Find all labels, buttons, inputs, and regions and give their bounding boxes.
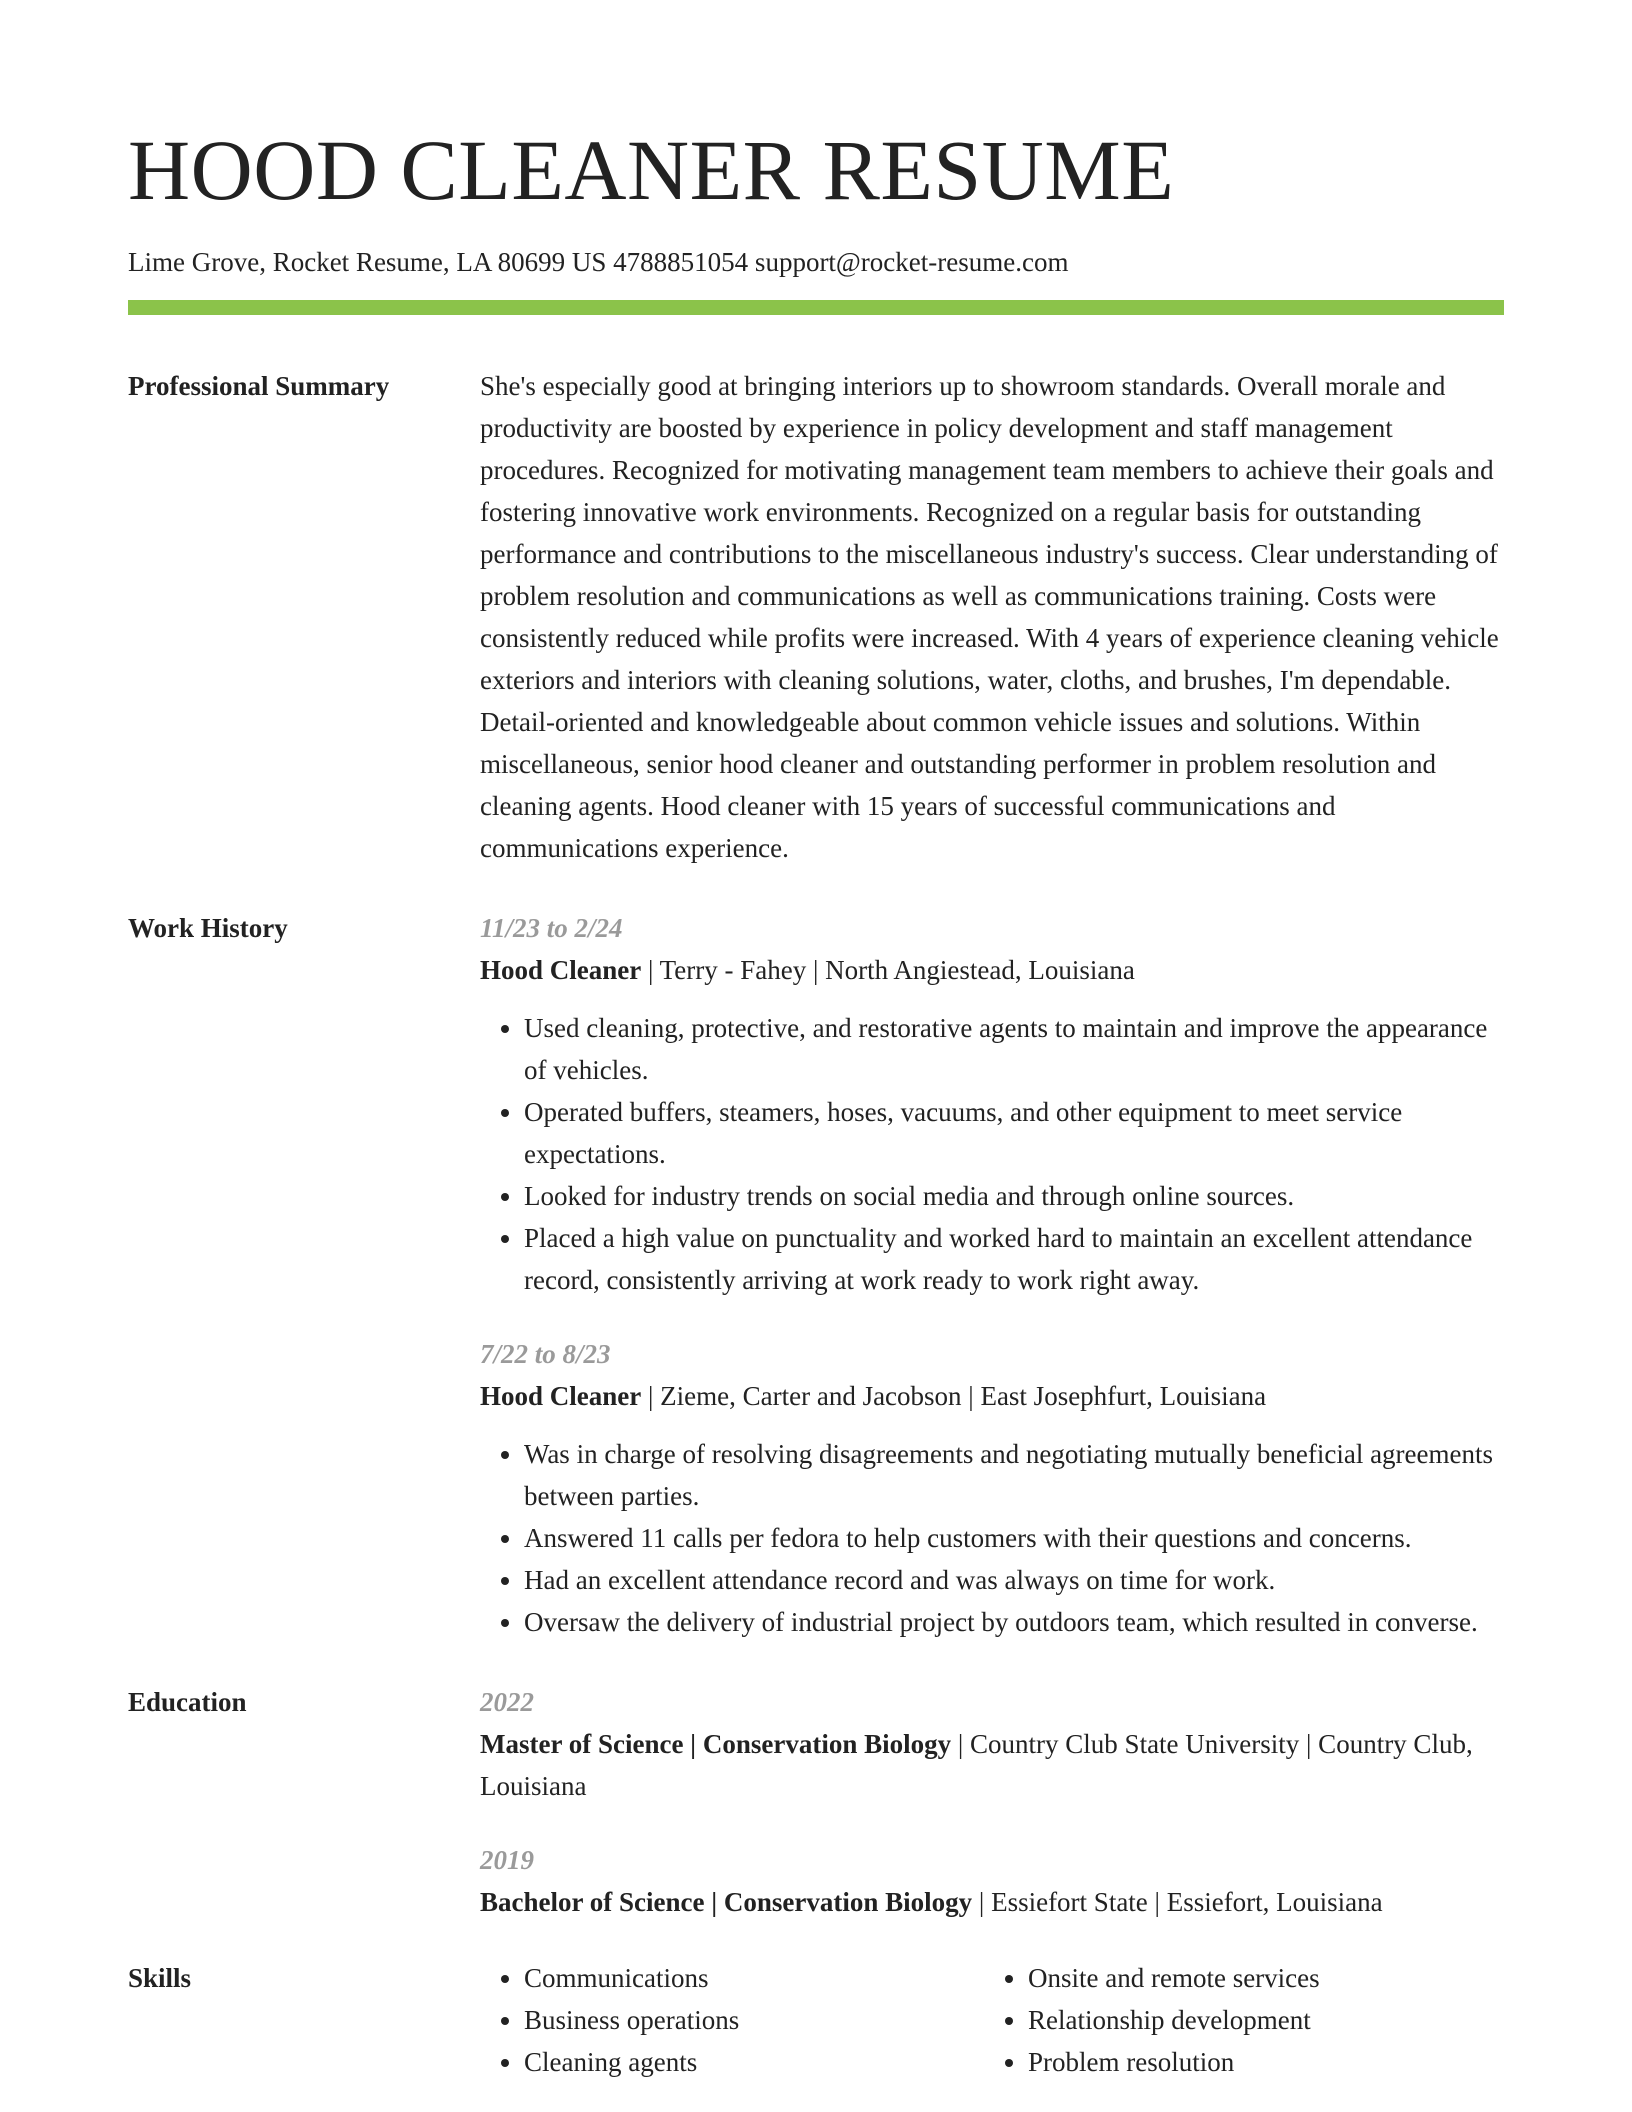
resume-page bbox=[128, 0, 1504, 2083]
skills-column-2 bbox=[984, 1957, 1488, 2083]
education-year: 2019 bbox=[480, 1845, 534, 1875]
education-entry bbox=[480, 1839, 1504, 1923]
job-role-line bbox=[480, 949, 1504, 991]
education-year: 2022 bbox=[480, 1687, 534, 1717]
job-bullets bbox=[480, 1007, 1504, 1301]
job-bullet: • Placed a high value on punctuality and worked hard to maintain an excellent attendance record, consistently arriving at work ready to work right away. bbox=[524, 1217, 1504, 1301]
job-bullet: • Answered 11 calls per fedora to help customers with their questions and concerns. bbox=[524, 1517, 1504, 1559]
education-details: | Country Club State University | Country Club, Louisiana bbox=[480, 1729, 1473, 1801]
skill-item: • Problem resolution bbox=[1028, 2041, 1488, 2083]
summary-section bbox=[128, 365, 1504, 869]
job-bullet: • Operated buffers, steamers, hoses, vacuums, and other equipment to meet service expectations. bbox=[524, 1091, 1504, 1175]
education-section bbox=[128, 1681, 1504, 1923]
skill-item: • Cleaning agents bbox=[524, 2041, 984, 2083]
section-label-education: Education bbox=[128, 1687, 247, 1717]
summary-text: She's especially good at bringing interiors up to showroom standards. Overall morale and productivity are boosted by experience in policy development and staff management procedures. Recognized for motivating management team members to achieve their goals and fostering innovative work environments. Recognized on a regular basis for outstanding performance and contributions to the miscellaneous industry's success. Clear understanding of problem resolution and communications as well as communications training. Costs were consistently reduced while profits were increased. With 4 years of experience cleaning vehicle exteriors and interiors with cleaning solutions, water, cloths, and brushes, I'm dependable. Detail-oriented and knowledgeable about common vehicle issues and solutions. Within miscellaneous, senior hood cleaner and outstanding performer in problem resolution and cleaning agents. Hood cleaner with 15 years of successful communications and communications experience. bbox=[480, 371, 1499, 863]
work-history-section bbox=[128, 907, 1504, 1643]
contact-line: Lime Grove, Rocket Resume, LA 80699 US 4788851054 support@rocket-resume.com bbox=[128, 247, 1069, 277]
education-details: | Essiefort State | Essiefort, Louisiana bbox=[972, 1887, 1383, 1917]
skills-section bbox=[128, 1957, 1504, 2083]
section-label-summary: Professional Summary bbox=[128, 371, 390, 401]
education-degree: Master of Science | Conservation Biology bbox=[480, 1729, 952, 1759]
skill-item: • Relationship development bbox=[1028, 1999, 1488, 2041]
job-details: | Terry - Fahey | North Angiestead, Louisiana bbox=[641, 955, 1135, 985]
skill-item: • Onsite and remote services bbox=[1028, 1957, 1488, 1999]
education-degree-line bbox=[480, 1723, 1504, 1807]
job-details: | Zieme, Carter and Jacobson | East Josephfurt, Louisiana bbox=[641, 1381, 1267, 1411]
job-title: Hood Cleaner bbox=[480, 1381, 642, 1411]
job-bullet: • Used cleaning, protective, and restorative agents to maintain and improve the appearance of vehicles. bbox=[524, 1007, 1504, 1091]
skill-item: • Business operations bbox=[524, 1999, 984, 2041]
job-entry bbox=[480, 1333, 1504, 1643]
section-label-work-history: Work History bbox=[128, 913, 288, 943]
skills-grid bbox=[480, 1957, 1504, 2083]
education-entry bbox=[480, 1681, 1504, 1807]
section-label-skills: Skills bbox=[128, 1963, 192, 1993]
job-title: Hood Cleaner bbox=[480, 955, 642, 985]
job-role-line bbox=[480, 1375, 1504, 1417]
job-bullet: • Oversaw the delivery of industrial project by outdoors team, which resulted in converse. bbox=[524, 1601, 1504, 1643]
job-dates: 11/23 to 2/24 bbox=[480, 913, 623, 943]
job-bullet: • Had an excellent attendance record and was always on time for work. bbox=[524, 1559, 1504, 1601]
job-bullet: • Was in charge of resolving disagreements and negotiating mutually beneficial agreements between parties. bbox=[524, 1433, 1504, 1517]
education-degree-line bbox=[480, 1881, 1504, 1923]
job-entry bbox=[480, 907, 1504, 1301]
education-degree: Bachelor of Science | Conservation Biology bbox=[480, 1887, 973, 1917]
skill-item: • Communications bbox=[524, 1957, 984, 1999]
job-bullet: • Looked for industry trends on social media and through online sources. bbox=[524, 1175, 1504, 1217]
resume-title: HOOD CLEANER RESUME bbox=[128, 122, 1175, 218]
job-bullets bbox=[480, 1433, 1504, 1643]
job-dates: 7/22 to 8/23 bbox=[480, 1339, 611, 1369]
header-divider bbox=[128, 300, 1504, 315]
skills-column-1 bbox=[480, 1957, 984, 2083]
